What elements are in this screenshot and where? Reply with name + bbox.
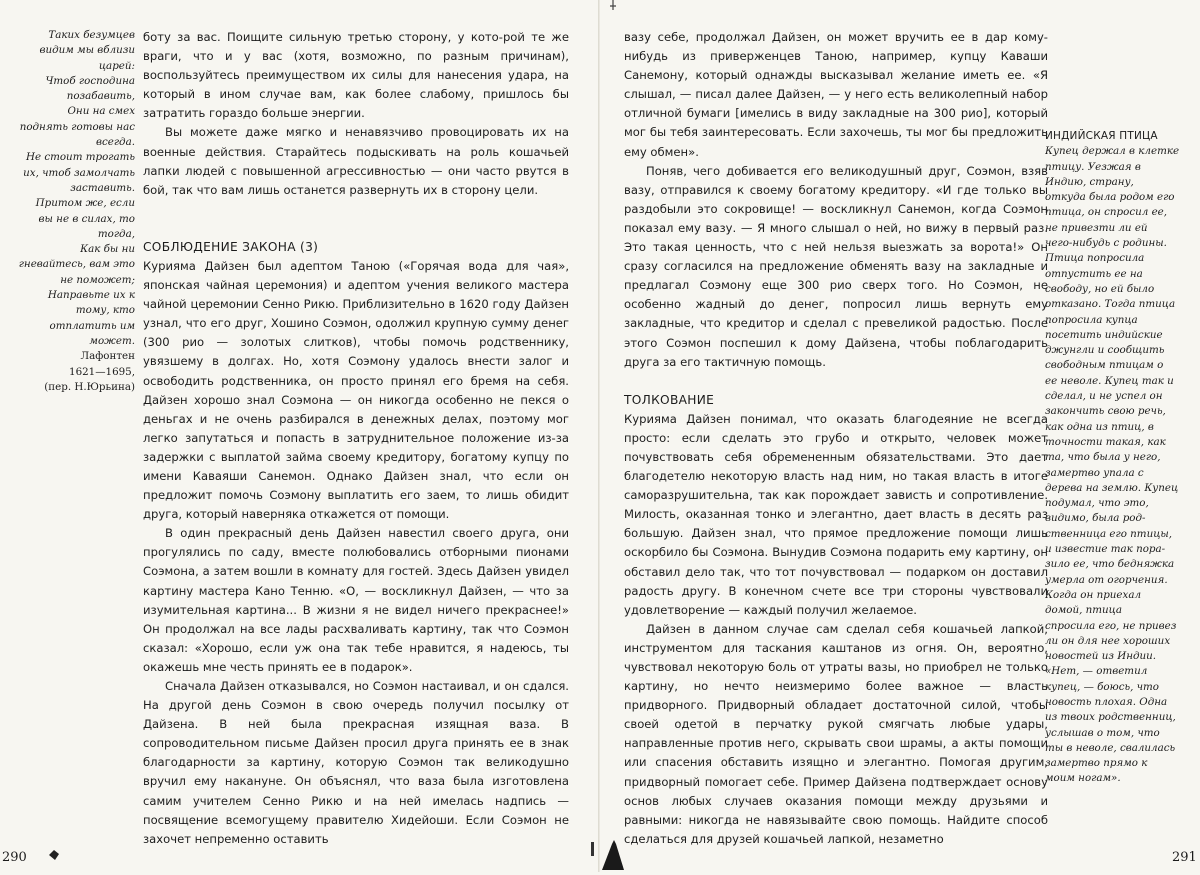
sidenote-line: царей: — [98, 59, 135, 72]
sidenote-line: не поможет; — [60, 273, 135, 286]
sidenote-line: Как бы ни — [80, 243, 135, 256]
sidenote-line: домой, птица — [1045, 604, 1122, 617]
sidenote-line: тогда, — [97, 227, 135, 240]
sidenote-line: зило ее, что бедняжка — [1045, 558, 1175, 571]
sidenote-line: их, чтоб замолчать — [23, 166, 135, 179]
sidenote-line: из твоих родственниц, — [1045, 711, 1176, 724]
sidenote-line: чего-нибудь с родины. — [1045, 237, 1167, 250]
sidenote-years: 1621—1695, — [69, 365, 135, 378]
sidenote-line: подумал, что это, — [1045, 497, 1149, 510]
sidenote-line: заставить. — [70, 181, 135, 194]
sidenote-line: ее неволе. Купец так и — [1045, 374, 1174, 387]
sidenote-line: Таких безумцев — [48, 29, 135, 41]
sidenote-line: умерла от огорчения. — [1045, 573, 1168, 586]
sidenote-line: Индию, страну, — [1045, 175, 1134, 188]
sidenote-line: та, что была у него, — [1045, 451, 1161, 464]
sidenote-line: тому, кто — [75, 304, 135, 317]
sidenote-line: посетить индийские — [1045, 328, 1163, 341]
ink-mark-icon — [48, 848, 60, 866]
sidenote-line: свободным птицам о — [1045, 359, 1164, 372]
sidenote-line: отказано. Тогда птица — [1045, 298, 1176, 311]
sidenote-line: купец, — боюсь, что — [1045, 680, 1159, 693]
sidenote-line: птица, он спросил ее, — [1045, 206, 1168, 219]
sidenote-line: замертво прямо к — [1045, 757, 1148, 770]
left-sidenote-poem — [0, 28, 135, 395]
sidenote-line: вы не в силах, то — [38, 212, 135, 225]
sidenote-line: Когда он приехал — [1045, 588, 1142, 601]
sidenote-author: Лафонтен — [80, 350, 135, 363]
paragraph: вазу себе, продолжал Дайзен, он может вручить ее в дар кому-нибудь из приверженцев Таною, например, купцу Каваши Санемону, который однажды высказывал желание иметь ее. «Я слышал, — писал далее Дайзен, — у него есть великолепный набор отличной бумаги [имелись в виду закладные на 300 рио], который мог бы тебя заинтересовать. Если захочешь, ты мог бы предложить ему обмен». — [624, 30, 1048, 159]
left-main-column — [143, 28, 569, 849]
right-sidenote-fable — [1045, 129, 1200, 787]
sidenote-line: свободу, но ей было — [1045, 282, 1155, 295]
sidenote-line: не привезти ли ей — [1045, 221, 1148, 234]
ink-mark-icon — [608, 0, 618, 19]
sidenote-title: ИНДИЙСКАЯ ПТИЦА — [1045, 130, 1158, 142]
sidenote-line: дерева на землю. Купец — [1045, 481, 1179, 494]
sidenote-line: откуда была родом его — [1045, 191, 1175, 204]
section-heading: ТОЛКОВАНИЕ — [624, 392, 715, 407]
ink-mark-icon — [602, 840, 624, 875]
sidenote-line: отплатить им — [49, 319, 135, 332]
sidenote-line: попросила купца — [1045, 313, 1138, 326]
sidenote-line: точности такая, как — [1045, 435, 1166, 448]
paragraph: Курияма Дайзен понимал, что оказать благодеяние не всегда просто: если сделать это грубо и открыто, человек может почувствовать себя обремененным обязательствами. Это дает благодетелю некоторую власть над ним, но такая власть в итоге саморазрушительна, так как порождает зависть и сопротивление. Милость, оказанная тонко и элегантно, дает власть в десять раз большую. Дайзен знал, что прямое предложение помощи лишь оскорбило бы Соэмона. Вынудив Соэмона подарить ему картину, он обставил дело так, что тот почувствовал — подарком он доставил радость другу. В конечном счете все три стороны чувствовали удовлетворение — каждый получил желаемое. — [624, 411, 1048, 617]
sidenote-line: ственница его птицы, — [1045, 527, 1173, 540]
sidenote-line: Направьте их к — [47, 289, 135, 302]
paragraph: Дайзен в данном случае сам сделал себя кошачьей лапкой, инструментом для таскания каштанов из огня. Он, вероятно, чувствовал некоторую боль от утраты вазы, но приобрел не только картину, но нечто неизмеримо более важное — власть придворного. Придворный обладает достаточной силой, чтобы своей одетой в перчатку рукой смягчать любые удары, направленные против него, скрывать свои шрамы, а акты помощи или спасения обставить изящно и элегантно. Помогая другим, придворный помогает себе. Пример Дайзена подтверждает основу основ любых случаев оказания помощи между друзьями и равными: никогда не навязывайте свою помощь. Найдите способ сделаться для друзей кошачьей лапкой, незаметно — [624, 621, 1048, 846]
sidenote-line: новостей из Индии. — [1045, 650, 1157, 663]
sidenote-line: Купец держал в клетке — [1045, 145, 1180, 158]
sidenote-line: Не стоит трогать — [25, 151, 135, 164]
paragraph: В один прекрасный день Дайзен навестил своего друга, они прогулялись по саду, вместе полюбовались отборными пионами Соэмона, а затем вошли в комнату для гостей. Здесь Дайзен увидел картину мастера Кано Тенню. «О, — воскликнул Дайзен, — что за изумительная картина... В жизни я не видел ничего прекраснее!» Он продолжал на все лады расхваливать картину, так что Соэмон сказал: «Хорошо, если уж она так тебе нравится, я надеюсь, ты окажешь мне честь принять ее в подарок». — [143, 526, 569, 674]
left-page — [0, 0, 598, 872]
paragraph: Поняв, чего добивается его великодушный друг, Соэмон, взяв вазу, отправился к своему богатому кредитору. «И где только вы раздобыли это сокровище! — воскликнул Санемон, когда Соэмон показал ему вазу. — Я много слышал о ней, но вижу в первый раз. Это такая ценность, что с ней нельзя выезжать за ворота!» Он сразу согласился на предложение обменять вазу на закладные и предлагал Соэмону еще 300 рио сверх того. Но Соэмон, не особенно жадный до денег, попросил лишь вернуть ему закладные, что кредитор и сделал с превеликой радостью. После этого Соэмон поспешил к дому Дайзена, чтобы поблагодарить друга за его тактичную помощь. — [624, 163, 1048, 369]
sidenote-line: сделал, и не успел он — [1045, 390, 1163, 403]
sidenote-line: ты в неволе, свалилась — [1045, 741, 1176, 754]
ink-mark-icon — [588, 842, 598, 861]
page-number: 291 — [1172, 850, 1197, 865]
sidenote-line: услышав о том, что — [1045, 726, 1160, 739]
paragraph: Сначала Дайзен отказывался, но Соэмон настаивал, и он сдался. На другой день Соэмон в свою очередь получил посылку от Дайзена. В ней была прекрасная изящная ваза. В сопроводительном письме Дайзен просил друга принять ее в знак благодарности за картину, которую Соэмон так великодушно вручил ему накануне. Он объяснял, что ваза была изготовлена самим учителем Сенно Рикю и на ней имелась надпись — посвящение всемогущему правителю Хидейоши. Если Соэмон не захочет непременно оставить — [143, 679, 569, 846]
section-heading: СОБЛЮДЕНИЕ ЗАКОНА (3) — [143, 239, 319, 254]
sidenote-line: замертво упала с — [1045, 466, 1144, 479]
sidenote-line: моим ногам». — [1045, 772, 1121, 785]
paragraph: Вы можете даже мягко и ненавязчиво провоцировать их на военные действия. Старайтесь подыскивать на роль кошачьей лапки людей с повышенной агрессивностью — они часто рвутся в бой, так что вам лишь останется развернуть их в сторону цели. — [143, 125, 569, 197]
sidenote-line: и известие так пора- — [1045, 543, 1166, 556]
sidenote-line: позабавить, — [66, 90, 135, 103]
right-main-column — [624, 28, 1048, 849]
sidenote-line: может. — [89, 334, 135, 347]
sidenote-line: новость плохая. Одна — [1045, 695, 1168, 708]
sidenote-line: «Нет, — ответил — [1045, 665, 1148, 678]
sidenote-line: отпустить ее на — [1045, 267, 1143, 280]
sidenote-line: Птица попросила — [1045, 252, 1145, 265]
page-number: 290 — [2, 850, 27, 865]
sidenote-line: джунгли и сообщить — [1045, 344, 1165, 357]
paragraph: боту за вас. Поищите сильную третью сторону, у кото-рой те же враги, что и у вас (хотя, возможно, по разным причинам), воспользуйтесь преимуществом их силы для нанесения удара, на который в ином случае вам, как более слабому, пришлось бы затратить гораздо больше энергии. — [143, 30, 569, 121]
sidenote-line: ли он для нее хороших — [1045, 634, 1171, 647]
sidenote-line: Притом же, если — [35, 197, 135, 210]
sidenote-line: спросила его, не привез — [1045, 619, 1177, 632]
sidenote-translator: (пер. Н.Юрьина) — [44, 380, 135, 393]
sidenote-line: видимо, была род- — [1045, 512, 1146, 525]
sidenote-line: Они на смех — [67, 105, 135, 118]
paragraph: Курияма Дайзен был адептом Таною («Горячая вода для чая», японская чайная церемония) и адептом учения великого мастера чайной церемонии Сенно Рикю. Приблизительно в 1620 году Дайзен узнал, что его друг, Хошино Соэмон, одолжил крупную сумму денег (300 рио — золотых слитков), чтобы помочь родственнику, увязшему в долгах. Но, хотя Соэмону удалось внести залог и освободить родственника, он просто принял его бремя на себя. Дайзен хорошо знал Соэмона — он никогда особенно не пекся о деньгах и не очень разбирался в денежных делах, поэтому мог легко запутаться и попасть в затруднительное положение из-за задержки с выплатой займа своему кредитору, богатому купцу по имени Каваяши Санемон. Однако Дайзен знал, что если он предложит помочь Соэмону выплатить его заем, то лишь обидит друга, который наверняка откажется от помощи. — [143, 258, 569, 522]
sidenote-line: птицу. Уезжая в — [1045, 160, 1141, 173]
sidenote-line: как одна из птиц, в — [1045, 420, 1154, 433]
sidenote-line: закончить свою речь, — [1045, 405, 1166, 418]
sidenote-line: поднять готовы нас — [19, 120, 135, 133]
sidenote-line: видим мы вблизи — [39, 44, 135, 57]
sidenote-line: всегда. — [96, 136, 135, 149]
sidenote-line: Чтоб господина — [45, 74, 135, 87]
sidenote-line: гневайтесь, вам это — [18, 258, 135, 271]
